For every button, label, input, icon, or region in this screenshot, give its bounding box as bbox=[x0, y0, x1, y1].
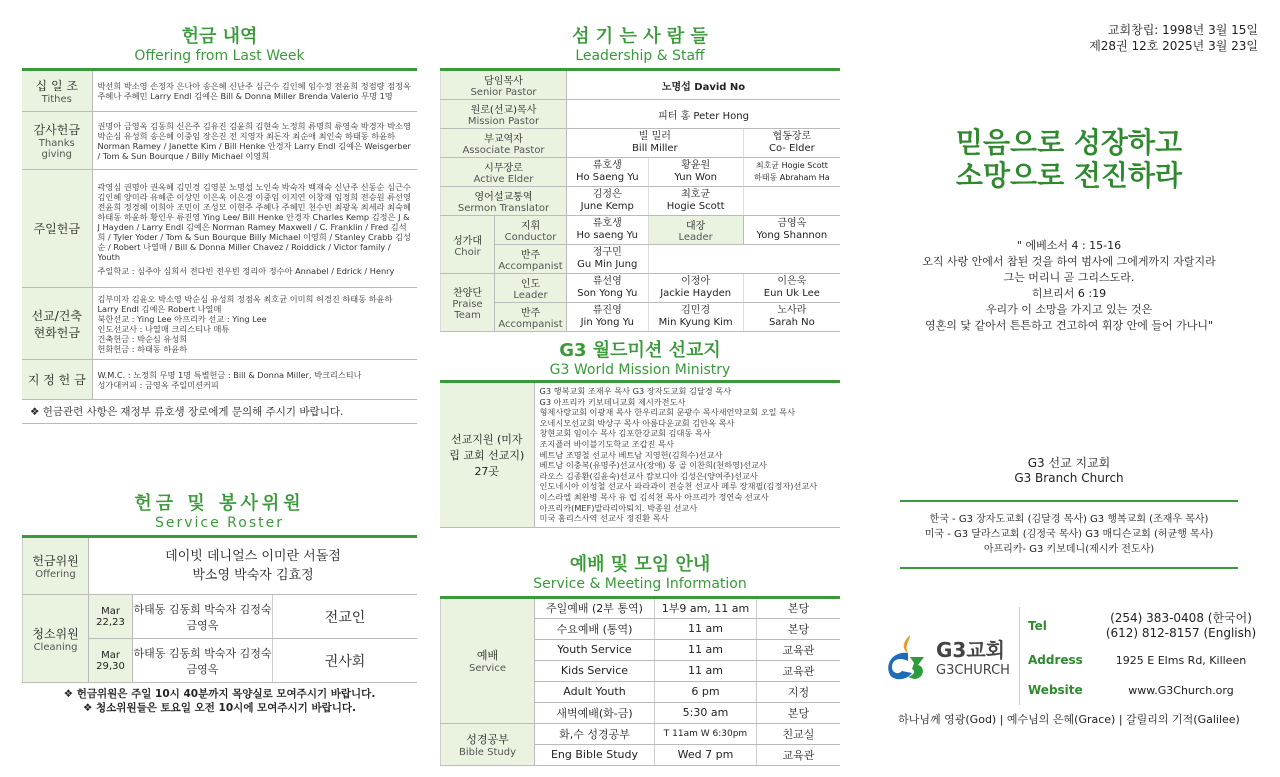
worship-time: T 11am W 6:30pm bbox=[655, 723, 757, 744]
worship-time: 11 am bbox=[655, 618, 757, 639]
scripture-line: 히브리서 6 :19 bbox=[1031, 287, 1107, 300]
staff-name-en: Bill Miller bbox=[632, 143, 678, 154]
church-logo bbox=[880, 607, 1020, 705]
worship-time: Wed 7 pm bbox=[655, 744, 757, 765]
mission-line: 이스라엘 최완병 목사 유 럽 김석천 목사 아프리카 정연숙 선교사 bbox=[539, 491, 769, 502]
worship-title bbox=[440, 550, 840, 592]
staff-name-ko: 정구민 bbox=[592, 247, 622, 258]
staff-name-ko: 류선영 bbox=[592, 276, 622, 287]
staff-name-en: Yun Won bbox=[674, 172, 717, 183]
worship-bible-label: 성경공부 bbox=[466, 732, 509, 746]
roster-offering-names-2: 박소영 박숙자 김효정 bbox=[192, 568, 314, 583]
tel-english: (612) 812-8157 (English) bbox=[1105, 626, 1257, 640]
staff-table bbox=[440, 68, 840, 332]
staff-row bbox=[441, 216, 841, 245]
offering-label: 선교/건축 bbox=[31, 308, 82, 323]
tel-korean: (254) 383-0408 (한국어) bbox=[1110, 611, 1252, 625]
contact-website bbox=[1028, 675, 1258, 705]
mission-line: 오네시모선교회 박상구 목사 아름다운교회 김안옥 목사 bbox=[539, 417, 735, 428]
offering-line: 인도선교사 : 나열매 크리스티나 매튜 bbox=[97, 323, 230, 334]
offering-note: ❖ 헌금관련 사항은 재정부 류호생 장로에게 문의해 주시기 바랍니다. bbox=[22, 400, 417, 424]
worship-name: Eng Bible Study bbox=[535, 744, 655, 765]
roster-offering-row bbox=[23, 537, 418, 595]
worship-time: 11 am bbox=[655, 639, 757, 660]
offering-row-designated bbox=[22, 360, 417, 400]
roster-cleaning-label: 청소위원 bbox=[32, 626, 79, 641]
offering-line: 북한선교 : Ying Lee 아프리카 선교 : Ying Lee bbox=[97, 313, 267, 324]
offering-names: 권명아 금영옥 김동희 신은주 김유진 김윤희 김현숙 노정희 류명희 류영숙 박경자 박소영 박순심 유성희 송은혜 이중임 장은진 전 지영자 최돈자 최순애 최인숙 하태동 하윤하 Norman Ramey / Janette Kim / Bill Henke 안경자 Larry Endl 김예은 Weisgerber / Tom & Sun Bourque / Billy Michael 이영희 bbox=[92, 112, 417, 170]
offering-label: 감사헌금 bbox=[33, 123, 80, 137]
offering-row-thanks bbox=[22, 112, 417, 170]
worship-time: 1부9 am, 11 am bbox=[655, 597, 757, 618]
staff-subrole: 반주 bbox=[520, 308, 541, 319]
roster-title-ko: 헌금 및 봉사위원 bbox=[134, 493, 305, 514]
staff-name-en: Jackie Hayden bbox=[660, 288, 732, 299]
worship-name: 수요예배 (통역) bbox=[535, 618, 655, 639]
roster-title-en: Service Roster bbox=[154, 515, 284, 531]
roster-cleaning-sub: Cleaning bbox=[33, 641, 78, 653]
offering-label: 주일헌금 bbox=[33, 222, 80, 236]
staff-subrole: 지휘 bbox=[520, 221, 541, 232]
offering-choir-coffee: 성가대커피 : 금영옥 주일미션커피 bbox=[97, 379, 219, 390]
contact-tel bbox=[1028, 607, 1258, 645]
staff-role-en: Mission Pastor bbox=[467, 116, 540, 127]
offering-names: 곽영심 권명아 권옥혜 김민경 김영분 노명섭 노인숙 박숙자 백재숙 신난주 신동순 심근수 김인혜 양미라 유혜준 이상민 이은옥 이은경 이중임 이지연 이창재 임정희 전승원 류선영 전윤희 정경혜 이희아 조민이 조성모 이현주 주혜나 주혜민 천수빈 최광옥 최세라 최숙혜 하태동 하윤하 황인우 류진영 Ying Lee/ Bill Henke 안경자 Charles Kemp 김정은 J & J Hayden / Larry Endl 김예은 Norman Ramey Maxwell / C. Franklin / Fred 김석희 / Tyler Yoder / Tom & Sun Bourque Billy Michael 이영희 / Stanley Crabb 김성순 / Robert 나열매 / Bill & Donna Miller Chavez / Roiddick / Victor family / Youth bbox=[97, 181, 411, 262]
staff-name-ko: 류진영 bbox=[592, 305, 622, 316]
staff-name-en: Ho Saeng Yu bbox=[575, 172, 639, 183]
mission-table bbox=[440, 380, 840, 528]
roster-offering-sub: Offering bbox=[35, 569, 76, 580]
worship-table bbox=[440, 596, 840, 766]
staff-role: 원로(선교)목사 bbox=[470, 105, 537, 116]
roster-names: 하태동 김동희 박숙자 김정숙 금영옥 bbox=[133, 639, 273, 683]
worship-place: 친교실 bbox=[757, 723, 841, 744]
staff-coelder-en: Co- Elder bbox=[768, 143, 815, 154]
staff-role: 담임목사 bbox=[484, 76, 523, 87]
offering-table bbox=[22, 68, 417, 400]
staff-column bbox=[440, 0, 840, 766]
branch-line: 아프리카- G3 키보데니(제시카 전도사) bbox=[983, 544, 1155, 555]
motto bbox=[880, 126, 1258, 192]
staff-subrole-en: Accompanist bbox=[498, 319, 563, 330]
motto-line-1: 믿음으로 성장하고 bbox=[955, 126, 1183, 159]
offering-column bbox=[22, 0, 417, 715]
staff-role: 부교역자 bbox=[484, 134, 523, 145]
worship-row bbox=[441, 723, 841, 744]
staff-role-en: Choir bbox=[454, 246, 481, 258]
staff-role: 성가대 bbox=[453, 235, 482, 247]
staff-row bbox=[441, 274, 841, 303]
offering-row-tithes bbox=[22, 70, 417, 112]
worship-name: Adult Youth bbox=[535, 681, 655, 702]
branch-list bbox=[900, 500, 1238, 569]
staff-name-en: Yong Shannon bbox=[756, 230, 828, 241]
roster-lead: 전교인 bbox=[273, 595, 418, 639]
staff-name-en: Eun Uk Lee bbox=[763, 288, 820, 299]
staff-name-en: Min Kyung Kim bbox=[658, 317, 733, 328]
staff-name-en: Jin Yong Yu bbox=[580, 317, 634, 328]
worship-name: Youth Service bbox=[535, 639, 655, 660]
staff-subrole-en: Conductor bbox=[504, 232, 557, 243]
staff-role-en: Praise Team bbox=[452, 299, 483, 321]
staff-subrole-en: Leader bbox=[513, 290, 548, 301]
staff-title bbox=[440, 22, 840, 64]
staff-row bbox=[441, 100, 841, 129]
worship-time: 6 pm bbox=[655, 681, 757, 702]
mission-list bbox=[534, 382, 840, 528]
offering-sublabel: 현화헌금 bbox=[33, 325, 80, 340]
worship-place: 지정 bbox=[757, 681, 841, 702]
motto-line-2: 소망으로 전진하라 bbox=[955, 159, 1183, 192]
offering-title bbox=[22, 22, 417, 64]
offering-label: 지 정 헌 금 bbox=[27, 373, 86, 387]
branch-line: 미국 - G3 달라스교회 (김정국 목사) G3 매디슨교회 (허균행 목사) bbox=[924, 529, 1214, 540]
worship-service-en: Service bbox=[469, 663, 506, 675]
worship-row bbox=[441, 597, 841, 618]
offering-title-ko: 헌금 내역 bbox=[181, 26, 258, 47]
roster-date: Mar 22,23 bbox=[89, 595, 133, 639]
staff-coelder: 협동장로 bbox=[772, 131, 812, 142]
worship-name: 화,수 성경공부 bbox=[535, 723, 655, 744]
roster-lead: 권사회 bbox=[273, 639, 418, 683]
staff-row bbox=[441, 303, 841, 332]
worship-bible-en: Bible Study bbox=[459, 746, 516, 758]
staff-name-ko: 최호균 bbox=[681, 189, 711, 200]
staff-title-ko: 섬 기 는 사 람 들 bbox=[572, 26, 708, 47]
offering-line: 건축헌금 : 박순심 유성희 bbox=[97, 333, 188, 344]
staff-name-en: June Kemp bbox=[580, 201, 634, 212]
contact-address bbox=[1028, 645, 1258, 675]
roster-date: Mar 29,30 bbox=[89, 639, 133, 683]
contact-section bbox=[880, 607, 1258, 705]
mission-label: 선교지원 (미자립 교회 선교지) 27곳 bbox=[440, 382, 534, 528]
worship-service-label: 예배 bbox=[476, 649, 499, 663]
footer-slogan: 하나님께 영광(God) | 예수님의 은혜(Grace) | 갈릴리의 기적(Galilee) bbox=[898, 713, 1240, 726]
worship-time: 11 am bbox=[655, 660, 757, 681]
issue-date: 제28권 12호 2025년 3월 23일 bbox=[1089, 39, 1258, 53]
scripture-line: 오직 사랑 안에서 참된 것을 하여 범사에 그에게까지 자랄지라 bbox=[922, 255, 1216, 268]
scripture bbox=[880, 238, 1258, 334]
worship-place: 교육관 bbox=[757, 639, 841, 660]
offering-line: 헌화헌금 : 하태동 하윤하 bbox=[97, 343, 188, 354]
staff-subrole: 대장 bbox=[685, 221, 706, 232]
staff-role-en: Sermon Translator bbox=[457, 203, 550, 214]
staff-name-en: Gu Min Jung bbox=[577, 259, 638, 270]
address-value: 1925 E Elms Rd, Killeen bbox=[1115, 653, 1247, 667]
offering-names: 박선희 박소영 손정자 은나아 송은혜 신난주 심근수 김인혜 임수정 전윤희 정점량 점정옥 주혜나 주혜민 Larry Endl 김예은 Bill & Donna Miller Brenda Valerio 무명 1명 bbox=[92, 70, 417, 112]
staff-elder-3: 최호균 Hogie Scott bbox=[755, 161, 828, 170]
staff-name-en: Sarah No bbox=[768, 317, 815, 328]
staff-name-ko: 김민경 bbox=[681, 305, 711, 316]
roster-offering-label: 헌금위원 bbox=[32, 554, 79, 568]
staff-name-ko: 노사라 bbox=[777, 305, 807, 316]
roster-names: 하태동 김동희 박숙자 김정숙 금영옥 bbox=[133, 595, 273, 639]
mission-line: 미국 홈리스사역 선교사 정진환 목사 bbox=[539, 513, 669, 524]
staff-row bbox=[441, 245, 841, 274]
staff-row bbox=[441, 70, 841, 100]
roster-offering-names-1: 데이빗 데니얼스 이미란 서돌점 bbox=[165, 549, 341, 564]
worship-time: 5:30 am bbox=[655, 702, 757, 723]
roster-title bbox=[22, 489, 417, 531]
scripture-line: 그는 머리니 곧 그리스도라. bbox=[1003, 271, 1135, 284]
mission-line: 조지플러 바이블기도학교 조갑진 목사 bbox=[539, 438, 674, 449]
staff-row bbox=[441, 187, 841, 216]
mission-title-ko: G3 월드미션 선교지 bbox=[559, 340, 721, 361]
website-label: Website bbox=[1028, 683, 1083, 697]
staff-name-ko: 류호생 bbox=[592, 218, 622, 229]
offering-sublabel: Tithes bbox=[41, 94, 72, 105]
mission-line: 베트남 이충복(유명주)선교사(장애) 몽 골 이찬희(천하영)선교사 bbox=[539, 460, 767, 471]
staff-subrole: 반주 bbox=[520, 250, 541, 261]
staff-name-ko: 류호생 bbox=[592, 160, 622, 171]
worship-place: 교육관 bbox=[757, 660, 841, 681]
staff-subrole-en: Accompanist bbox=[498, 261, 563, 272]
mission-line: 창현교회 임이수 목사 김포한강교회 김대동 목사 bbox=[539, 428, 711, 439]
staff-role-en: Active Elder bbox=[473, 174, 534, 185]
branch-title-ko: G3 선교 지교회 bbox=[1027, 456, 1111, 470]
worship-title-en: Service & Meeting Information bbox=[533, 575, 747, 592]
staff-name-ko: 김정은 bbox=[592, 189, 622, 200]
worship-name: Kids Service bbox=[535, 660, 655, 681]
address-label: Address bbox=[1028, 653, 1083, 667]
worship-name: 주일예배 (2부 통역) bbox=[535, 597, 655, 618]
offering-row-mission bbox=[22, 288, 417, 360]
staff-role: 찬양단 bbox=[453, 288, 482, 299]
staff-role-en: Senior Pastor bbox=[470, 87, 537, 98]
staff-row bbox=[441, 129, 841, 158]
worship-place: 본당 bbox=[757, 618, 841, 639]
scripture-line: " 에베소서 4 : 15-16 bbox=[1016, 239, 1122, 252]
roster-cleaning-row bbox=[23, 595, 418, 639]
tel-label: Tel bbox=[1028, 619, 1047, 633]
branch-title-en: G3 Branch Church bbox=[1014, 471, 1124, 485]
logo-text-ko: G3교회 bbox=[936, 638, 1005, 662]
mission-line: 베트남 조명철 선교사 베트남 지영헌(김희수)선교사 bbox=[539, 449, 723, 460]
staff-name-ko: 이정아 bbox=[681, 276, 711, 287]
roster-note-2: ❖ 청소위원들은 토요일 오전 10시에 모여주시기 바랍니다. bbox=[82, 702, 357, 714]
roster-note-1: ❖ 헌금위원은 주일 10시 40분까지 목양실로 모여주시기 바랍니다. bbox=[63, 688, 376, 700]
worship-place: 본당 bbox=[757, 702, 841, 723]
mission-line: 아프리카(MEF)말라리아퇴치. 박종원 선교사 bbox=[539, 502, 698, 513]
offering-label: 십 일 조 bbox=[35, 79, 78, 93]
roster-table bbox=[22, 535, 417, 683]
scripture-line: 우리가 이 소망을 가지고 있는 것은 bbox=[985, 303, 1153, 316]
staff-name-en: Hogie Scott bbox=[666, 201, 725, 212]
staff-name-ko: 이은욱 bbox=[777, 276, 807, 287]
info-column bbox=[880, 0, 1258, 727]
offering-sunday-school: 주일학교 : 심주아 심희서 전다빈 전우빈 정리아 정수아 Annabel / Edrick / Henry bbox=[97, 265, 395, 276]
scripture-line: 영혼의 닻 같아서 튼튼하고 견고하여 휘장 안에 들어 가나니" bbox=[924, 319, 1214, 332]
staff-role-en: Associate Pastor bbox=[462, 145, 545, 156]
offering-sublabel: Thanks giving bbox=[38, 138, 75, 160]
staff-role: 영어설교통역 bbox=[474, 192, 533, 203]
offering-title-en: Offering from Last Week bbox=[134, 48, 305, 64]
staff-senior-name: 노명섭 David No bbox=[567, 70, 841, 100]
offering-row-sunday bbox=[22, 170, 417, 288]
worship-title-ko: 예배 및 모임 안내 bbox=[569, 553, 711, 575]
g3-logo-icon bbox=[880, 629, 930, 683]
worship-place: 교육관 bbox=[757, 744, 841, 765]
logo-text-en: G3CHURCH bbox=[936, 663, 1010, 678]
mission-line: 형제사랑교회 이광재 목사 한우리교회 문광수 목사새언약교회 오일 목사 bbox=[539, 407, 795, 418]
staff-name-ko: 금영옥 bbox=[777, 218, 807, 229]
worship-name: 새벽예배(화-금) bbox=[535, 702, 655, 723]
founded-date: 교회창립: 1998년 3월 15일 bbox=[1107, 23, 1258, 37]
mission-line: 인도네시아 이성철 선교사 파라과이 전승천 선교사 페루 장재필(김정자)선교사 bbox=[539, 481, 818, 492]
website-link[interactable]: www.G3Church.org bbox=[1128, 683, 1234, 697]
mission-line: G3 아프리카 키보데니교회 제시카전도사 bbox=[539, 396, 686, 407]
staff-name-ko: 황윤원 bbox=[681, 160, 711, 171]
branch-line: 한국 - G3 장자도교회 (김달경 목사) G3 행복교회 (조재우 목사) bbox=[929, 514, 1209, 525]
staff-row bbox=[441, 158, 841, 187]
staff-name-en: Son Yong Yu bbox=[577, 288, 638, 299]
staff-name-en: Ho saeng Yu bbox=[576, 230, 638, 241]
mission-title bbox=[440, 336, 840, 378]
staff-elder-4: 하태동 Abraham Ha bbox=[754, 173, 830, 182]
offering-names: 김부미자 김윤오 박소영 박순심 유성희 정점옥 최호균 이미희 허경진 하태동 하윤하 Larry Endl 김예은 Robert 나열매 bbox=[97, 293, 393, 314]
staff-subrole: 인도 bbox=[520, 279, 541, 290]
mission-title-en: G3 World Mission Ministry bbox=[549, 362, 731, 378]
staff-name-ko: 빌 밀러 bbox=[638, 131, 671, 142]
staff-role: 시무장로 bbox=[484, 163, 523, 174]
staff-title-en: Leadership & Staff bbox=[575, 48, 705, 64]
staff-mission-name: 피터 홍 Peter Hong bbox=[567, 100, 841, 129]
worship-place: 본당 bbox=[757, 597, 841, 618]
mission-line: G3 행복교회 조재우 목사 G3 장자도교회 김달경 목사 bbox=[539, 386, 732, 396]
mission-line: 라오스 김종환(김윤숙)선교사 캄보디아 김성은(양여주)선교사 bbox=[539, 470, 758, 481]
offering-names: W.M.C. : 노정희 무명 1명 특별헌금 : Bill & Donna Miller, 박크리스티나 bbox=[97, 369, 362, 380]
staff-subrole-en: Leader bbox=[678, 232, 713, 243]
